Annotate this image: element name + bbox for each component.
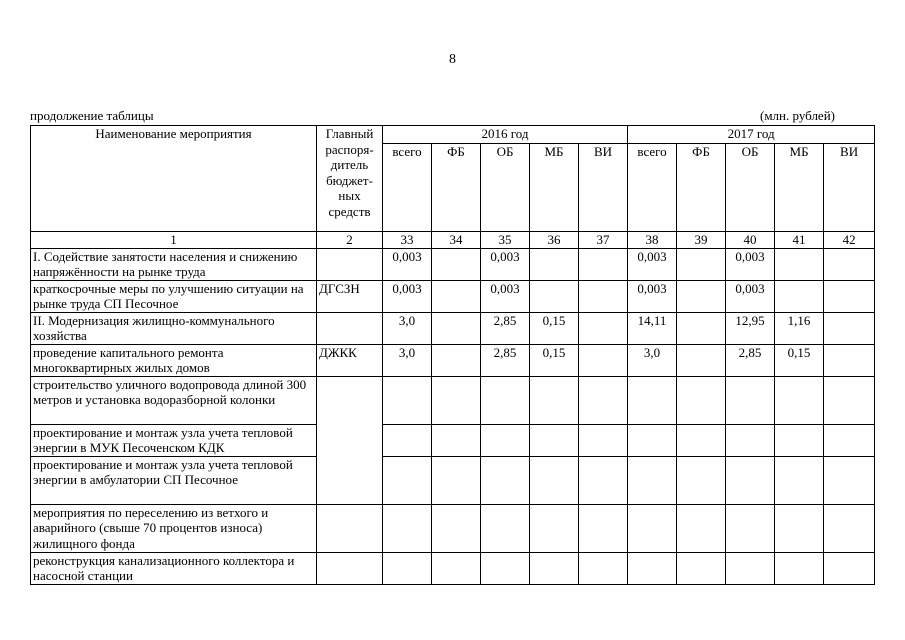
- header-sub: ВИ: [579, 144, 628, 232]
- table-continuation-caption: продолжение таблицы: [30, 108, 154, 123]
- row-value: [579, 248, 628, 280]
- row-value: [775, 248, 824, 280]
- row-value: 0,003: [628, 280, 677, 312]
- table-row: [31, 504, 875, 552]
- row-value: [481, 376, 530, 424]
- row-value: [530, 504, 579, 552]
- row-value: [726, 552, 775, 584]
- row-value: [677, 504, 726, 552]
- row-value: [579, 344, 628, 376]
- row-value: [628, 504, 677, 552]
- header-year-2017: 2017 год: [628, 126, 875, 144]
- row-name: I. Содействие занятости населения и снижению напряжённости на рынке труда: [31, 248, 317, 280]
- column-number: 40: [726, 232, 775, 249]
- table-row: [31, 552, 875, 584]
- row-value: 1,16: [775, 312, 824, 344]
- row-value: [824, 280, 875, 312]
- row-value: [432, 248, 481, 280]
- row-value: [530, 552, 579, 584]
- column-number: 34: [432, 232, 481, 249]
- row-value: [579, 280, 628, 312]
- row-name: II. Модернизация жилищно-коммунального хозяйства: [31, 312, 317, 344]
- row-distributor: [317, 376, 383, 504]
- header-sub: МБ: [530, 144, 579, 232]
- row-value: [775, 504, 824, 552]
- column-number: 38: [628, 232, 677, 249]
- table-row: [31, 280, 875, 312]
- row-value: [824, 312, 875, 344]
- row-value: 0,003: [383, 280, 432, 312]
- row-value: [530, 424, 579, 456]
- row-name: реконструкция канализационного коллектора и насосной станции: [31, 552, 317, 584]
- column-number: 35: [481, 232, 530, 249]
- row-value: 0,003: [726, 248, 775, 280]
- row-value: [530, 280, 579, 312]
- row-value: [775, 376, 824, 424]
- row-value: 2,85: [726, 344, 775, 376]
- row-value: [383, 376, 432, 424]
- row-value: [824, 456, 875, 504]
- page-number: 8: [449, 52, 456, 67]
- row-value: 2,85: [481, 344, 530, 376]
- row-value: [824, 344, 875, 376]
- column-number: 41: [775, 232, 824, 249]
- row-value: [432, 280, 481, 312]
- row-value: [824, 248, 875, 280]
- row-value: [481, 456, 530, 504]
- row-value: 0,003: [481, 248, 530, 280]
- row-value: 0,003: [383, 248, 432, 280]
- row-value: [775, 280, 824, 312]
- row-value: [579, 312, 628, 344]
- row-distributor: [317, 552, 383, 584]
- header-sub: ОБ: [481, 144, 530, 232]
- row-value: [383, 456, 432, 504]
- row-value: [677, 344, 726, 376]
- row-name: строительство уличного водопровода длиной 300 метров и установка водоразборной колонки: [31, 376, 317, 424]
- row-value: 12,95: [726, 312, 775, 344]
- table-row: [31, 376, 875, 424]
- row-value: [628, 456, 677, 504]
- row-value: [481, 552, 530, 584]
- units-caption: (млн. рублей): [760, 108, 835, 123]
- table-row: [31, 344, 875, 376]
- row-value: [726, 376, 775, 424]
- row-value: [579, 376, 628, 424]
- row-value: [383, 424, 432, 456]
- row-distributor: ДЖКК: [317, 344, 383, 376]
- row-value: 0,15: [530, 312, 579, 344]
- row-value: 0,003: [628, 248, 677, 280]
- column-number: 33: [383, 232, 432, 249]
- header-distributor: Главный распоря-дитель бюджет-ных средств: [317, 126, 383, 232]
- table-row: [31, 312, 875, 344]
- row-value: [628, 376, 677, 424]
- row-value: [530, 376, 579, 424]
- row-value: [824, 376, 875, 424]
- row-value: [775, 424, 824, 456]
- row-value: [824, 504, 875, 552]
- row-value: [530, 456, 579, 504]
- row-value: [775, 552, 824, 584]
- row-value: [432, 344, 481, 376]
- column-number-row: [31, 232, 875, 249]
- row-value: [726, 504, 775, 552]
- row-value: [628, 552, 677, 584]
- row-value: [481, 424, 530, 456]
- row-distributor: ДГСЗН: [317, 280, 383, 312]
- column-number: 39: [677, 232, 726, 249]
- row-value: [677, 552, 726, 584]
- table-row: [31, 456, 875, 504]
- column-number: 37: [579, 232, 628, 249]
- row-value: [677, 376, 726, 424]
- row-value: 3,0: [383, 344, 432, 376]
- row-value: [775, 456, 824, 504]
- column-number: 1: [31, 232, 317, 249]
- table-row: [31, 424, 875, 456]
- header-year-2016: 2016 год: [383, 126, 628, 144]
- header-row-years: [31, 126, 875, 144]
- row-value: [432, 504, 481, 552]
- row-value: [383, 504, 432, 552]
- row-value: 3,0: [383, 312, 432, 344]
- row-value: 0,003: [726, 280, 775, 312]
- row-value: [432, 424, 481, 456]
- row-value: [677, 456, 726, 504]
- row-value: [677, 248, 726, 280]
- row-distributor: [317, 248, 383, 280]
- row-value: [677, 424, 726, 456]
- row-name: проведение капитального ремонта многоквартирных жилых домов: [31, 344, 317, 376]
- row-value: [432, 312, 481, 344]
- row-value: [579, 424, 628, 456]
- row-value: [726, 424, 775, 456]
- row-value: [677, 280, 726, 312]
- row-value: [579, 552, 628, 584]
- row-value: 0,15: [775, 344, 824, 376]
- row-value: [677, 312, 726, 344]
- row-distributor: [317, 504, 383, 552]
- row-value: [432, 456, 481, 504]
- row-value: 0,15: [530, 344, 579, 376]
- table-body: [31, 126, 875, 585]
- header-sub: ФБ: [677, 144, 726, 232]
- header-sub: МБ: [775, 144, 824, 232]
- row-name: проектирование и монтаж узла учета тепловой энергии в МУК Песоченском КДК: [31, 424, 317, 456]
- row-value: 3,0: [628, 344, 677, 376]
- row-name: мероприятия по переселению из ветхого и аварийного (свыше 70 процентов износа) жилищного фонда: [31, 504, 317, 552]
- column-number: 42: [824, 232, 875, 249]
- row-value: [726, 456, 775, 504]
- header-sub: ВИ: [824, 144, 875, 232]
- header-name: Наименование мероприятия: [31, 126, 317, 232]
- row-value: [432, 376, 481, 424]
- row-value: 0,003: [481, 280, 530, 312]
- header-sub: ФБ: [432, 144, 481, 232]
- header-sub: всего: [628, 144, 677, 232]
- row-value: [481, 504, 530, 552]
- column-number: 2: [317, 232, 383, 249]
- row-value: [824, 424, 875, 456]
- header-sub: ОБ: [726, 144, 775, 232]
- row-value: 2,85: [481, 312, 530, 344]
- row-value: [579, 456, 628, 504]
- budget-table: [30, 125, 875, 585]
- row-name: краткосрочные меры по улучшению ситуации на рынке труда СП Песочное: [31, 280, 317, 312]
- row-value: [579, 504, 628, 552]
- row-value: [628, 424, 677, 456]
- row-value: [432, 552, 481, 584]
- row-value: [383, 552, 432, 584]
- row-value: [530, 248, 579, 280]
- row-value: 14,11: [628, 312, 677, 344]
- row-value: [824, 552, 875, 584]
- table-row: [31, 248, 875, 280]
- row-distributor: [317, 312, 383, 344]
- header-sub: всего: [383, 144, 432, 232]
- column-number: 36: [530, 232, 579, 249]
- row-name: проектирование и монтаж узла учета тепловой энергии в амбулатории СП Песочное: [31, 456, 317, 504]
